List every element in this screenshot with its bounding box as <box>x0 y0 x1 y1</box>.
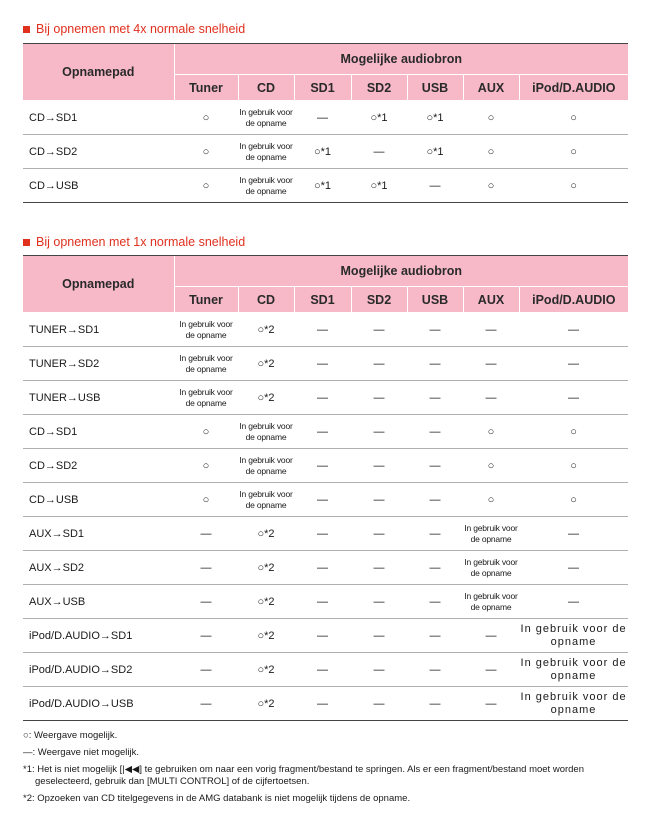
table-cell: In gebruik voor de opname <box>238 101 294 135</box>
table-cell: ○ <box>519 135 628 169</box>
header-opnamepad: Opnamepad <box>23 256 174 313</box>
table-cell: — <box>463 619 519 653</box>
row-path-label: CD→SD1 <box>23 415 174 449</box>
column-header: USB <box>407 287 463 313</box>
table-cell: — <box>351 135 407 169</box>
table-cell: ○*2 <box>238 619 294 653</box>
table-cell: — <box>407 483 463 517</box>
column-header: CD <box>238 287 294 313</box>
table-row <box>23 169 628 203</box>
table-cell: — <box>463 653 519 687</box>
table-row <box>23 135 628 169</box>
table-cell: — <box>519 381 628 415</box>
header-mogelijke-audiobron: Mogelijke audiobron <box>174 256 628 287</box>
table-cell: — <box>351 653 407 687</box>
table-cell: — <box>294 483 351 517</box>
table-cell: — <box>351 687 407 721</box>
table-cell: — <box>519 313 628 347</box>
table-cell: ○*2 <box>238 517 294 551</box>
row-path-label: CD→SD2 <box>23 135 174 169</box>
table-cell: ○ <box>463 135 519 169</box>
table-row <box>23 551 628 585</box>
table-cell: — <box>407 551 463 585</box>
table-4x-speed <box>23 43 628 203</box>
table-cell: ○ <box>174 483 238 517</box>
table-row <box>23 585 628 619</box>
table-row <box>23 101 628 135</box>
table-row <box>23 449 628 483</box>
header-opnamepad: Opnamepad <box>23 44 174 101</box>
table-cell: — <box>351 415 407 449</box>
table-cell: ○ <box>174 449 238 483</box>
table-cell: ○*2 <box>238 313 294 347</box>
table-cell: — <box>351 517 407 551</box>
table-cell: — <box>174 585 238 619</box>
table-cell: ○ <box>519 449 628 483</box>
note-2: *2: Opzoeken van CD titelgegevens in de AMG databank is niet mogelijk tijdens de opname. <box>23 793 411 804</box>
table-cell: — <box>407 169 463 203</box>
table-cell: — <box>519 585 628 619</box>
table-row <box>23 347 628 381</box>
table-cell: ○*1 <box>294 135 351 169</box>
table-cell: In gebruik voor de opname <box>238 449 294 483</box>
table-cell: — <box>351 347 407 381</box>
table-row <box>23 619 628 653</box>
column-header: SD2 <box>351 75 407 101</box>
table-cell: In gebruik voor de opname <box>174 313 238 347</box>
table-cell: — <box>174 619 238 653</box>
bullet-square-icon <box>23 26 30 33</box>
table-cell: — <box>174 687 238 721</box>
table-cell: In gebruik voor de opname <box>519 687 628 721</box>
note-dash: —: Weergave niet mogelijk. <box>23 747 139 758</box>
table-cell: — <box>294 517 351 551</box>
note-circle: ○: Weergave mogelijk. <box>23 730 118 741</box>
table-cell: ○*1 <box>407 135 463 169</box>
row-path-label: CD→SD2 <box>23 449 174 483</box>
row-path-label: iPod/D.AUDIO→SD2 <box>23 653 174 687</box>
table-cell: — <box>463 313 519 347</box>
table-cell: ○*2 <box>238 687 294 721</box>
table-row <box>23 517 628 551</box>
table-row <box>23 415 628 449</box>
table-cell: — <box>407 415 463 449</box>
table-cell: — <box>407 653 463 687</box>
table-cell: ○ <box>519 169 628 203</box>
column-header: iPod/D.AUDIO <box>519 75 628 101</box>
table-cell: — <box>351 619 407 653</box>
table-cell: ○*2 <box>238 653 294 687</box>
table-row <box>23 687 628 721</box>
table-cell: — <box>294 653 351 687</box>
table-cell: — <box>351 585 407 619</box>
table-cell: — <box>519 551 628 585</box>
table-cell: — <box>463 347 519 381</box>
table-cell: In gebruik voor de opname <box>463 585 519 619</box>
table-cell: In gebruik voor de opname <box>174 347 238 381</box>
table-cell: — <box>294 687 351 721</box>
table-cell: ○*1 <box>407 101 463 135</box>
section-title-1x <box>23 235 245 249</box>
column-header: SD2 <box>351 287 407 313</box>
table-cell: ○*1 <box>294 169 351 203</box>
column-header: AUX <box>463 75 519 101</box>
table-cell: ○*2 <box>238 381 294 415</box>
section-title-1x-text: Bij opnemen met 1x normale snelheid <box>36 235 246 249</box>
column-header: Tuner <box>174 287 238 313</box>
row-path-label: AUX→SD1 <box>23 517 174 551</box>
table-cell: ○ <box>463 449 519 483</box>
table-cell: In gebruik voor de opname <box>238 483 294 517</box>
table-cell: ○ <box>463 415 519 449</box>
table-cell: — <box>351 449 407 483</box>
table-row <box>23 381 628 415</box>
row-path-label: CD→USB <box>23 169 174 203</box>
table-cell: — <box>294 619 351 653</box>
table-cell: In gebruik voor de opname <box>519 619 628 653</box>
table-row <box>23 653 628 687</box>
table-cell: ○*2 <box>238 551 294 585</box>
table-cell: — <box>407 585 463 619</box>
table-cell: — <box>407 313 463 347</box>
table-cell: In gebruik voor de opname <box>174 381 238 415</box>
table-cell: — <box>407 687 463 721</box>
table-cell: ○*2 <box>238 585 294 619</box>
table-cell: — <box>519 347 628 381</box>
table-cell: — <box>294 585 351 619</box>
table-cell: ○ <box>463 169 519 203</box>
row-path-label: TUNER→SD2 <box>23 347 174 381</box>
table-cell: ○ <box>174 135 238 169</box>
table-cell: — <box>351 313 407 347</box>
table-cell: — <box>463 687 519 721</box>
table-cell: In gebruik voor de opname <box>463 551 519 585</box>
column-header: USB <box>407 75 463 101</box>
table-row <box>23 313 628 347</box>
table-cell: — <box>174 653 238 687</box>
row-path-label: iPod/D.AUDIO→USB <box>23 687 174 721</box>
row-path-label: CD→USB <box>23 483 174 517</box>
bullet-square-icon <box>23 239 30 246</box>
table-1x-speed <box>23 255 628 721</box>
row-path-label: TUNER→USB <box>23 381 174 415</box>
header-mogelijke-audiobron: Mogelijke audiobron <box>174 44 628 75</box>
table-cell: ○*2 <box>238 347 294 381</box>
note-1: *1: Het is niet mogelijk [|◀◀] te gebruiken om naar een vorig fragment/bestand te springen. Als er een fragment/bestand moet worden geselecteerd, gebruik dan [MULTI CONTROL] of de cijfertoetsen. <box>23 764 584 787</box>
table-cell: In gebruik voor de opname <box>463 517 519 551</box>
table-cell: — <box>351 381 407 415</box>
table-cell: In gebruik voor de opname <box>238 415 294 449</box>
table-cell: — <box>407 517 463 551</box>
table-cell: — <box>294 381 351 415</box>
table-cell: In gebruik voor de opname <box>238 135 294 169</box>
table-cell: — <box>519 517 628 551</box>
table-cell: — <box>174 517 238 551</box>
table-cell: — <box>351 483 407 517</box>
table-cell: ○ <box>519 483 628 517</box>
table-cell: ○ <box>519 101 628 135</box>
table-cell: ○ <box>174 169 238 203</box>
table-cell: — <box>407 381 463 415</box>
column-header: CD <box>238 75 294 101</box>
row-path-label: iPod/D.AUDIO→SD1 <box>23 619 174 653</box>
column-header: Tuner <box>174 75 238 101</box>
column-header: iPod/D.AUDIO <box>519 287 628 313</box>
table-cell: — <box>174 551 238 585</box>
table-cell: ○ <box>174 101 238 135</box>
table-cell: In gebruik voor de opname <box>519 653 628 687</box>
table-cell: In gebruik voor de opname <box>238 169 294 203</box>
legend-notes <box>23 730 628 810</box>
table-cell: — <box>294 449 351 483</box>
table-cell: — <box>407 619 463 653</box>
table-cell: — <box>294 551 351 585</box>
table-cell: ○ <box>174 415 238 449</box>
table-cell: ○ <box>463 101 519 135</box>
row-path-label: AUX→USB <box>23 585 174 619</box>
table-cell: — <box>294 313 351 347</box>
column-header: SD1 <box>294 287 351 313</box>
table-cell: — <box>294 347 351 381</box>
table-cell: — <box>294 101 351 135</box>
table-row <box>23 483 628 517</box>
table-cell: — <box>407 449 463 483</box>
row-path-label: AUX→SD2 <box>23 551 174 585</box>
table-cell: — <box>463 381 519 415</box>
table-cell: ○ <box>463 483 519 517</box>
table-cell: — <box>351 551 407 585</box>
section-title-4x-text: Bij opnemen met 4x normale snelheid <box>36 22 246 36</box>
table-cell: — <box>407 347 463 381</box>
column-header: SD1 <box>294 75 351 101</box>
column-header: AUX <box>463 287 519 313</box>
table-cell: — <box>294 415 351 449</box>
section-title-4x <box>23 22 245 36</box>
row-path-label: TUNER→SD1 <box>23 313 174 347</box>
row-path-label: CD→SD1 <box>23 101 174 135</box>
table-cell: ○ <box>519 415 628 449</box>
table-cell: ○*1 <box>351 169 407 203</box>
table-cell: ○*1 <box>351 101 407 135</box>
